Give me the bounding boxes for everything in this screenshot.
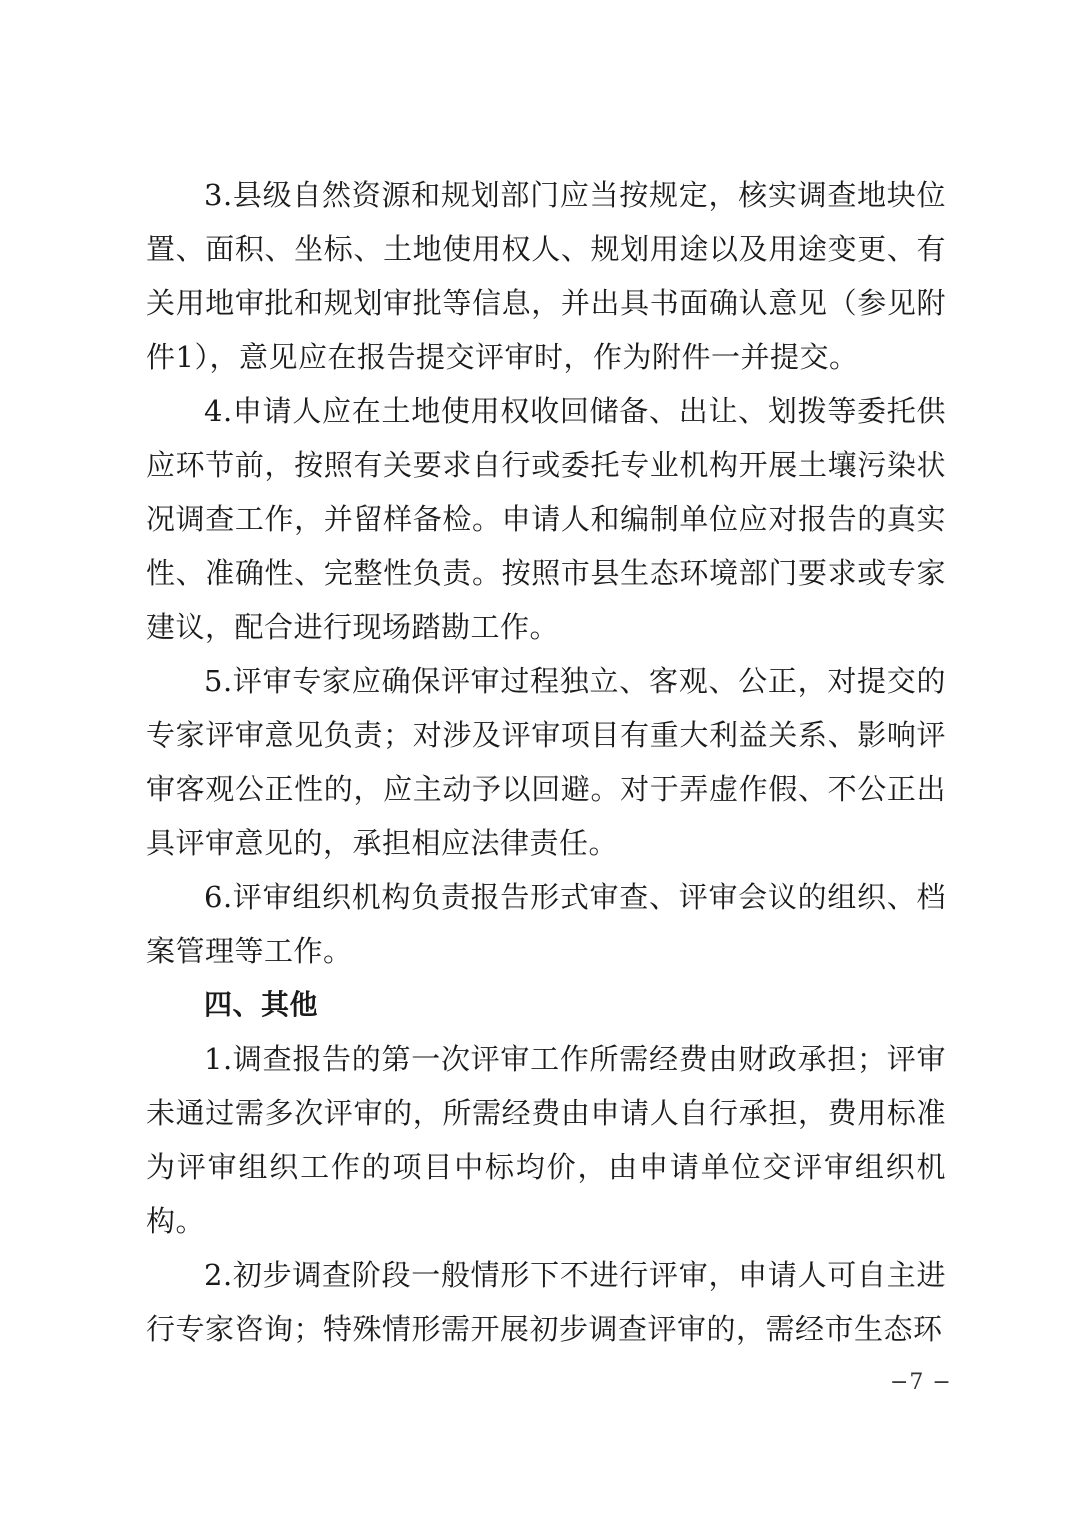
document-body <box>146 168 946 1356</box>
paragraph-item-4: 4.申请人应在土地使用权收回储备、出让、划拨等委托供应环节前，按照有关要求自行或委托专业机构开展土壤污染状况调查工作，并留样备检。申请人和编制单位应对报告的真实性、准确性、完整性负责。按照市县生态环境部门要求或专家建议，配合进行现场踏勘工作。 <box>146 394 946 644</box>
paragraph-item-5: 5.评审专家应确保评审过程独立、客观、公正，对提交的专家评审意见负责；对涉及评审项目有重大利益关系、影响评审客观公正性的，应主动予以回避。对于弄虚作假、不公正出具评审意见的，承担相应法律责任。 <box>146 664 946 860</box>
page-number: −7 − <box>890 1370 952 1395</box>
paragraph-item-3: 3.县级自然资源和规划部门应当按规定，核实调查地块位置、面积、坐标、土地使用权人、规划用途以及用途变更、有关用地审批和规划审批等信息，并出具书面确认意见（参见附件1），意见应在报告提交评审时，作为附件一并提交。 <box>146 178 946 374</box>
section-heading: 四、其他 <box>204 988 319 1021</box>
paragraph-item-6: 6.评审组织机构负责报告形式审查、评审会议的组织、档案管理等工作。 <box>146 880 946 968</box>
section-paragraph-1: 1.调查报告的第一次评审工作所需经费由财政承担；评审未通过需多次评审的，所需经费由申请人自行承担，费用标准为评审组织工作的项目中标均价，由申请单位交评审组织机构。 <box>146 1042 946 1238</box>
section-paragraph-2: 2.初步调查阶段一般情形下不进行评审，申请人可自主进行专家咨询；特殊情形需开展初步调查评审的，需经市生态环 <box>146 1258 946 1346</box>
